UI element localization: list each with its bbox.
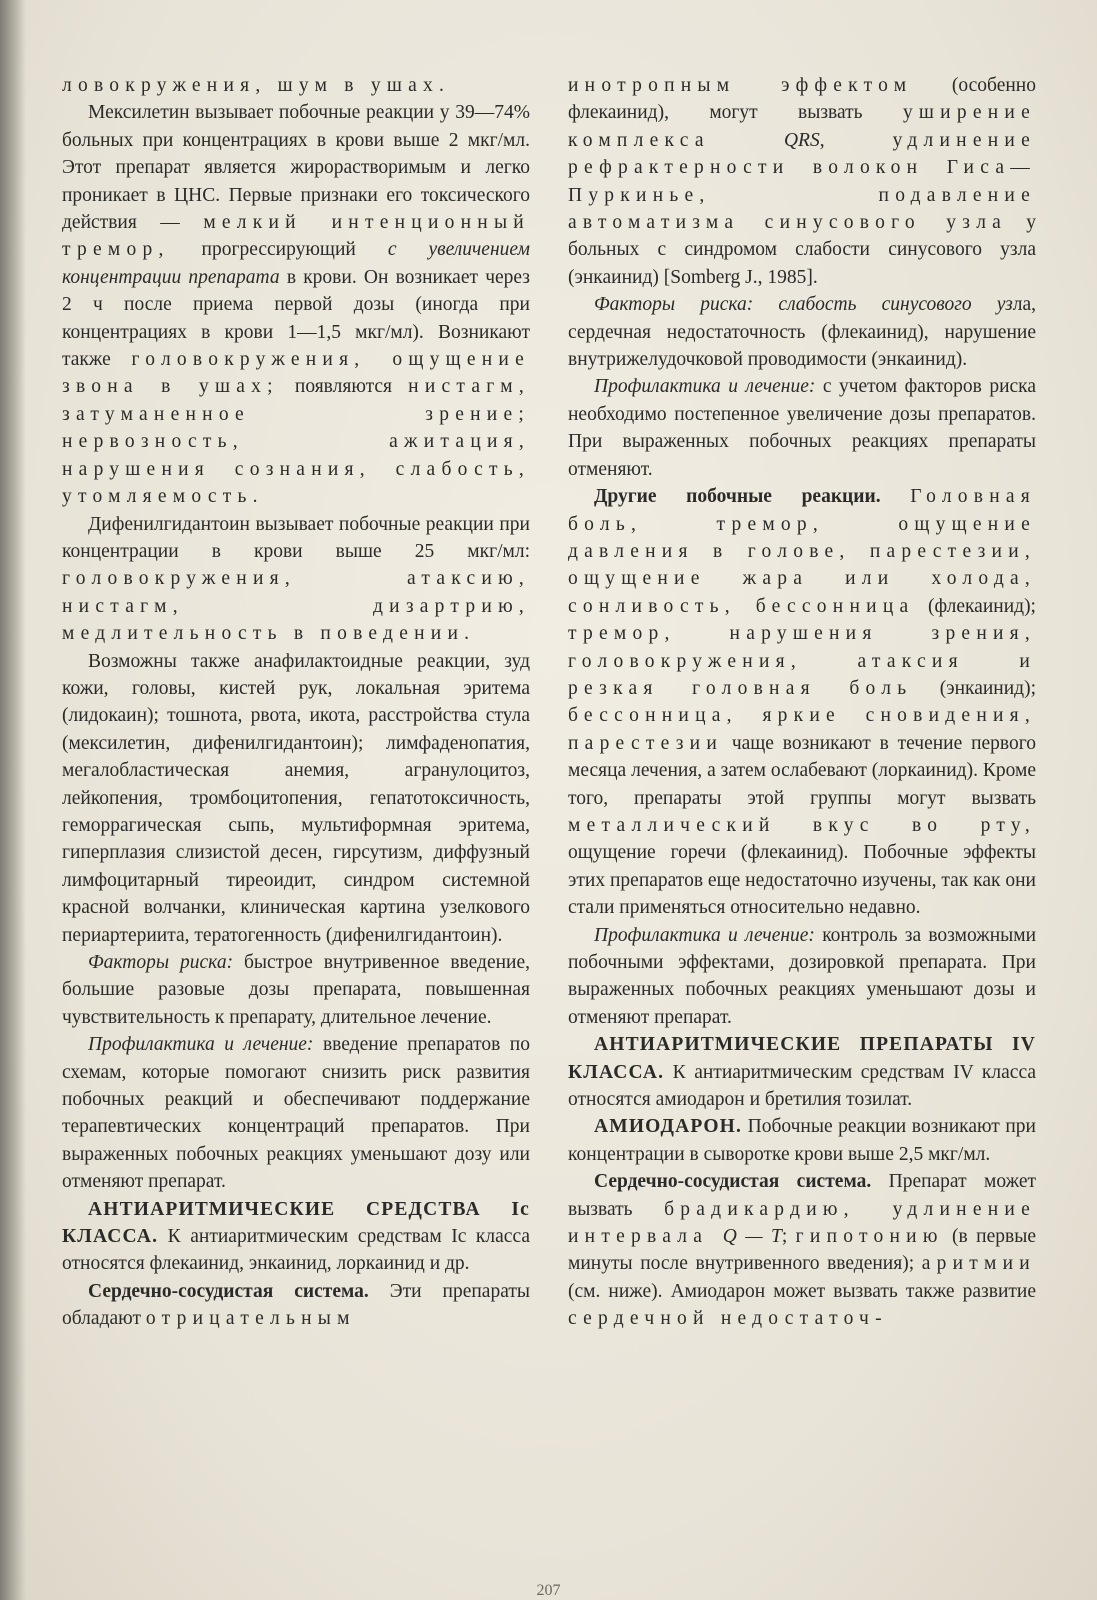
text-run: гипотонию — [795, 1226, 944, 1248]
text-run: Сердечно-сосудистая система. — [594, 1171, 872, 1193]
text-run: Головная боль, тремор, ощущение давления в голове, парестезии, ощущение жара или холода, сонливость, бессонница — [568, 486, 1037, 617]
text-run: (флекаинид); — [914, 595, 1036, 617]
paragraph — [62, 1278, 530, 1333]
paragraph — [62, 1031, 530, 1195]
left-text-column — [62, 72, 530, 1333]
text-run: тремор, нарушения зрения, головокружения, атаксия и резкая головная боль — [568, 623, 1036, 699]
page-binding-shadow — [0, 0, 26, 1600]
text-run: Дифенилгидантоин вызывает побочные реакции при концентрации в крови выше 25 мкг/мл: — [62, 513, 530, 562]
text-run: с увеличением концентрации препарата — [62, 239, 530, 288]
text-run: ; — [781, 1226, 796, 1248]
text-run: Факторы риска: — [88, 952, 234, 973]
text-run: аритмии — [921, 1253, 1036, 1275]
text-run: (энкаинид); — [912, 677, 1036, 699]
paragraph — [62, 949, 530, 1031]
paragraph — [568, 1031, 1036, 1113]
text-run: К антиаритмическим средствам IV класса относятся амиодарон и бретилия тозилат. — [568, 1061, 1036, 1111]
text-run: металлический вкус во рту, — [568, 814, 1036, 836]
text-run: (в первые минуты после внутривенного введения); — [568, 1226, 1036, 1275]
text-run: Профилактика и лечение: — [594, 924, 815, 946]
text-run: Профилактика и лечение: — [594, 376, 816, 398]
paragraph — [568, 922, 1036, 1032]
paragraph — [62, 511, 530, 648]
text-run: бессонница, яркие сновидения, парестезии — [568, 705, 1036, 754]
text-run: ловокружения, шум в ушах. — [62, 75, 451, 96]
text-run: ла, сердечная недостаточность (флекаинид), нарушение внутрижелудочковой проводимости (энкаинид). — [568, 294, 1036, 371]
text-run: ощущение горечи (флекаинид). Побочные эффекты этих препаратов еще недостаточно изучены, так как они стали применяться относительно недавно. — [568, 842, 1036, 919]
paragraph — [568, 291, 1036, 373]
text-run: Препарат может вызвать — [568, 1171, 1036, 1220]
text-run: уширение комплекса — [568, 102, 1036, 151]
text-run: отрицательным — [145, 1308, 356, 1330]
text-run: Профилактика и лечение: — [88, 1034, 314, 1056]
text-run: Мексилетин вызывает побочные реакции у 39—74% больных при концентрациях в крови выше 2 мкг/мл. Этот препарат является жирорастворимым и легко проникает в ЦНС. Первые признаки его токсического действия — — [62, 102, 530, 234]
text-run: с учетом факторов риска необходимо постепенное увеличение дозы препаратов. При выраженных побочных реакциях препараты отменяют. — [568, 376, 1036, 480]
text-run: Сердечно-сосудистая система. — [88, 1280, 369, 1302]
text-run: в крови. Он возникает через 2 ч после приема первой дозы (иногда при концентрациях в крови 1—1,5 мкг/мл). Возникают также — [62, 266, 530, 371]
paragraph — [568, 1168, 1036, 1332]
text-run: брадикардию, удлинение интервала — [568, 1198, 1036, 1248]
text-run: у больных с синдромом слабости синусового узла (энкаинид) [Somberg J., 1985]. — [568, 212, 1037, 288]
text-run: АНТИАРИТМИЧЕСКИЕ ПРЕПАРАТЫ IV КЛАССА. — [568, 1034, 1036, 1083]
paragraph — [62, 648, 530, 949]
text-run: введение препаратов по схемам, которые помогают снизить риск развития побочных реакций и обеспечивают поддержание терапевтических концентраций препаратов. При выраженных побочных реакциях уменьшают дозу или отменяют препарат. — [62, 1034, 530, 1193]
text-run: (см. ниже). Амиодарон может вызвать также развитие — [568, 1280, 1036, 1302]
paragraph — [568, 373, 1036, 483]
text-run: контроль за возможными побочными эффектами, дозировкой препарата. При выраженных побочных реакциях уменьшают дозы и отменяют препарат. — [568, 924, 1037, 1028]
text-run: появляются — [278, 376, 409, 398]
paragraph — [62, 72, 530, 99]
text-run: Эти препараты обладают — [62, 1280, 530, 1330]
text-run: К антиаритмическим средствам Ic класса относятся флекаинид, энкаинид, лоркаинид и др. — [62, 1226, 530, 1275]
text-run: прогрессирующий — [169, 239, 388, 261]
right-text-column — [568, 72, 1036, 1333]
text-run: сердечной недостаточ- — [568, 1308, 888, 1330]
paragraph — [62, 99, 530, 510]
text-run: инотропным эффектом — [568, 75, 913, 96]
text-run: (особенно флекаинид), могут вызвать — [568, 75, 1036, 124]
paragraph — [568, 72, 1036, 291]
text-run: головокружения, ощущение звона в ушах; — [62, 349, 530, 398]
text-run: Q — T — [722, 1226, 782, 1248]
text-run: мелкий интенционный тремор, — [62, 212, 530, 261]
paragraph — [568, 483, 1036, 922]
text-run: головокружения, атаксию, нистагм, дизартрию, медлительность в поведении. — [62, 568, 530, 645]
text-run: чаще возникают в течение первого месяца лечения, а затем ослабевают (лоркаинид). Кроме того, препараты этой группы могут вызвать — [568, 732, 1036, 809]
text-run: Другие побочные реакции. — [594, 486, 881, 508]
paragraph — [568, 1113, 1036, 1168]
text-run: быстрое внутривенное введение, большие разовые дозы препарата, повышенная чувствительность к препарату, длительное лечение. — [62, 952, 530, 1028]
paragraph — [62, 1196, 530, 1278]
text-run: , — [819, 129, 893, 151]
text-run: QRS — [783, 129, 820, 151]
text-run — [881, 486, 911, 507]
page-number: 207 — [536, 1582, 561, 1599]
text-run: Побочные реакции возникают при концентрации в сыворотке крови выше 2,5 мкг/мл. — [568, 1116, 1036, 1165]
text-run: Возможны также анафилактоидные реакции, зуд кожи, головы, кистей рук, локальная эритема (лидокаин); тошнота, рвота, икота, расстройства стула (мексилетин, дифенилгидантоин); лимфаденопатия, мегалобластическая анемия, агранулоцитоз, лейкопения, тромбоцитопения, гепатотоксичность, геморрагическая сыпь, мультиформная эритема, гиперплазия слизистой десен, гирсутизм, диффузный лимфоцитарный тиреоидит, синдром системной красной волчанки, клиническая картина узелкового периартериита, тератогенность (дифенилгидантоин). — [62, 650, 530, 946]
text-run: Факторы риска: слабость синусового уз — [594, 294, 1013, 316]
text-run: АНТИАРИТМИЧЕСКИЕ СРЕДСТВА Ic КЛАССА. — [62, 1198, 530, 1248]
text-run: удлинение рефрактерности волокон Гиса—Пуркинье, подавление автоматизма синусового узла — [568, 129, 1036, 234]
text-run: АМИОДАРОН. — [594, 1116, 743, 1138]
text-run: нистагм, затуманенное зрение; нервозность, ажитация, нарушения сознания, слабость, утомляемость. — [62, 376, 530, 508]
